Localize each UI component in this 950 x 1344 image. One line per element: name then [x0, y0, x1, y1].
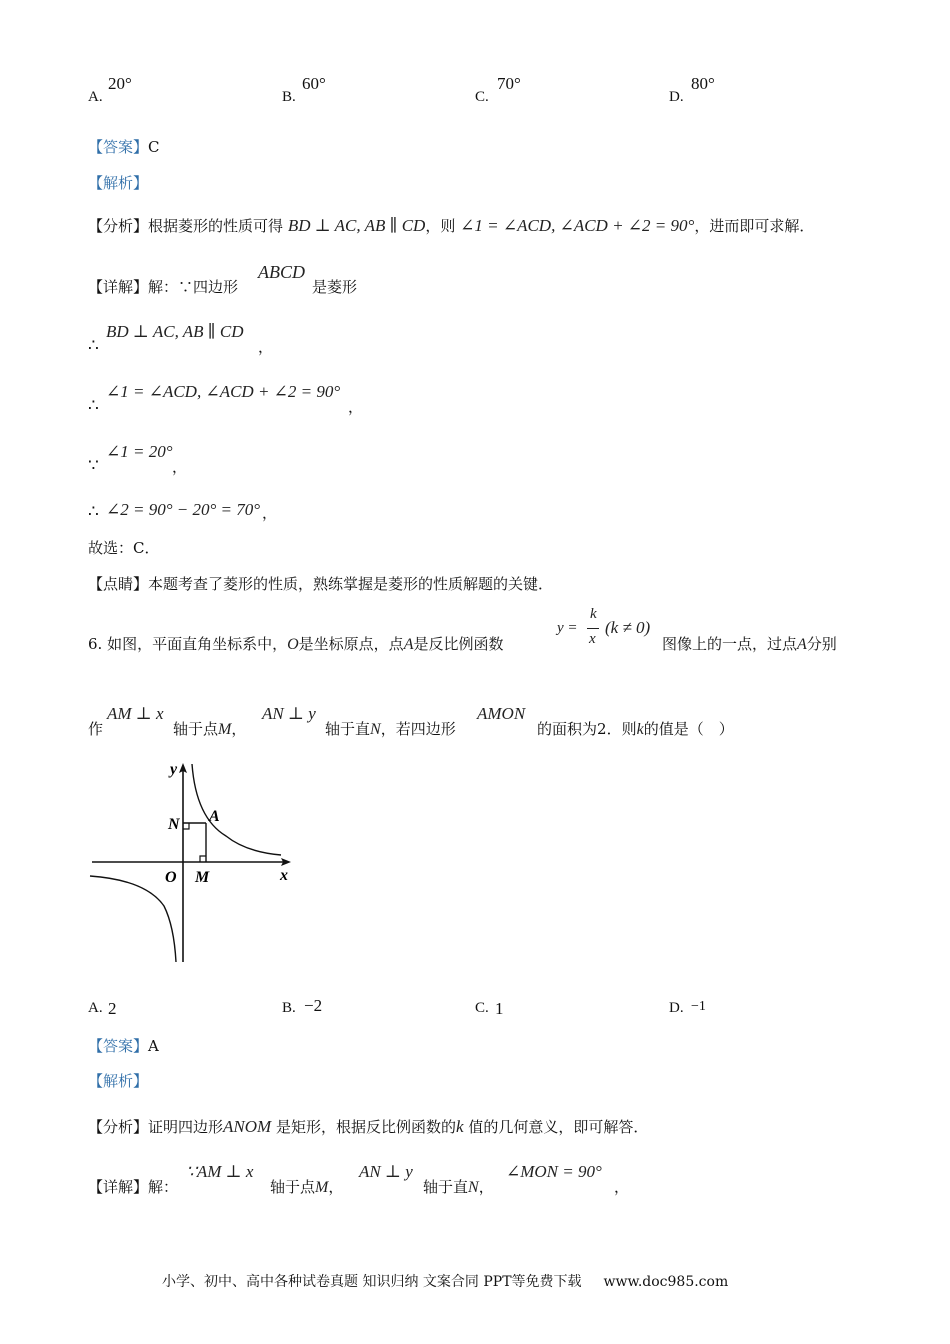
var-m: M	[315, 1179, 329, 1196]
var-a: A	[797, 636, 807, 653]
formula-lhs: y =	[557, 620, 578, 636]
fenxi-text: 值的几何意义，即可解答．	[468, 1118, 649, 1136]
q5-option-b-value: 60°	[302, 74, 326, 93]
fenxi-math: BD ⊥ AC, AB ∥ CD	[287, 216, 426, 235]
right-angle-mark-m	[200, 856, 206, 862]
stem-text: 的面积为	[537, 720, 598, 738]
stem-text: 作	[88, 720, 104, 738]
q6-option-d-label: D.	[669, 1000, 684, 1016]
q5-option-c-label: C.	[475, 89, 489, 105]
fenxi-text: 根据菱形的性质可得	[148, 217, 284, 235]
q6-stem-line1	[88, 633, 503, 654]
step-comma: ，	[348, 398, 364, 416]
footer-text: 小学、初中、高中各种试卷真题 知识归纳 文案合同 PPT等免费下载	[162, 1274, 582, 1290]
therefore-symbol: ∴	[88, 502, 99, 522]
fenxi-math: ANOM	[223, 1117, 272, 1136]
fenxi-tag: 【分析】	[88, 1118, 149, 1136]
detail-text: 轴于直	[423, 1178, 469, 1196]
fenxi-text: ，则	[425, 217, 456, 235]
footer-url[interactable]: www.doc985.com	[603, 1274, 729, 1290]
footer	[162, 1271, 728, 1291]
fenxi-text: 证明四边形	[148, 1118, 224, 1136]
fenxi-k: k	[456, 1117, 464, 1136]
detail-math: ∵AM ⊥ x	[186, 1162, 254, 1181]
q5-option-d-label: D.	[669, 89, 684, 105]
stem-text: 如图，平面直角坐标系中，	[107, 635, 288, 653]
detail-tag: 【详解】	[88, 1178, 149, 1196]
stem-math: AN ⊥ y	[262, 704, 316, 723]
label-x: x	[280, 867, 288, 884]
analysis-tag: 【解析】	[88, 1072, 149, 1090]
question-number: 6.	[88, 635, 103, 653]
detail-segment	[270, 1176, 343, 1197]
stem-text: ，	[231, 720, 247, 738]
detail-math: ∠MON = 90°	[506, 1162, 602, 1181]
detail-text: 解：	[148, 1178, 179, 1196]
var-n: N	[468, 1179, 479, 1196]
step-comma: ，	[262, 504, 278, 522]
comment-tag: 【点睛】	[88, 575, 149, 593]
detail-text: ，	[328, 1178, 344, 1196]
hyperbola-branch-3	[90, 876, 176, 962]
var-a: A	[403, 636, 414, 653]
step-math: BD ⊥ AC, AB ∥ CD	[106, 322, 244, 341]
q5-detail-line	[88, 276, 238, 297]
var-k: k	[636, 721, 644, 738]
detail-text: ，	[614, 1178, 630, 1196]
q6-option-a-value: 2	[108, 999, 117, 1018]
q5-fenxi-line	[88, 215, 814, 236]
formula-condition: (k ≠ 0)	[605, 618, 651, 637]
label-y: y	[170, 761, 178, 778]
fenxi-text: 是矩形，根据反比例函数的	[275, 1118, 456, 1136]
stem-text: 分别	[806, 635, 837, 653]
stem-segment	[325, 718, 456, 739]
stem-text: 的值是（ ）	[643, 720, 734, 738]
label-n: N	[168, 816, 180, 833]
comment-line	[88, 573, 553, 594]
var-n: N	[370, 721, 381, 738]
stem-segment	[537, 718, 734, 739]
analysis-tag: 【解析】	[88, 174, 149, 192]
q6-option-b-value: −2	[304, 996, 323, 1015]
stem-text: 轴于点	[173, 720, 219, 738]
q5-option-d-value: 80°	[691, 74, 715, 93]
q5-option-a-value: 20°	[108, 74, 132, 93]
q6-option-b-label: B.	[282, 1000, 296, 1016]
detail-text: 轴于点	[270, 1178, 316, 1196]
step-math: ∠2 = 90° − 20° = 70°	[106, 500, 261, 519]
fenxi-tag: 【分析】	[88, 217, 149, 235]
fraction-bar	[587, 628, 599, 629]
stem-text: 轴于直	[325, 720, 371, 738]
q6-detail-line	[88, 1176, 178, 1197]
q5-answer-line	[88, 136, 160, 157]
step-comma: ，	[258, 338, 274, 356]
q6-option-c-value: 1	[495, 999, 504, 1018]
step-math: ∠1 = 20°	[106, 442, 173, 461]
detail-text: 是菱形	[312, 278, 358, 296]
answer-tag: 【答案】	[88, 1037, 149, 1055]
var-m: M	[218, 721, 232, 738]
formula-denominator: x	[589, 631, 596, 647]
q6-option-a-label: A.	[88, 1000, 103, 1016]
detail-math: ABCD	[258, 262, 305, 282]
q6-option-c-label: C.	[475, 1000, 489, 1016]
formula-numerator: k	[590, 606, 597, 622]
stem-segment	[173, 718, 246, 739]
detail-text: ，	[478, 1178, 494, 1196]
label-a: A	[209, 808, 220, 825]
detail-math: AN ⊥ y	[359, 1162, 413, 1181]
var-o: O	[287, 636, 299, 653]
right-angle-mark-n	[183, 823, 189, 829]
therefore-symbol: ∴	[88, 396, 99, 416]
therefore-symbol: ∴	[88, 336, 99, 356]
fenxi-math: ∠1 = ∠ACD, ∠ACD + ∠2 = 90°	[460, 216, 695, 235]
step-comma: ，	[172, 458, 188, 476]
q5-option-a-label: A.	[88, 89, 103, 105]
stem-text: 是坐标原点，点	[298, 635, 404, 653]
hyperbola-figure	[86, 756, 298, 972]
answer-value: C	[148, 138, 160, 156]
q6-option-d-value: −1	[691, 999, 706, 1014]
q6-answer-line	[88, 1035, 159, 1056]
choose-line: 故选：C．	[88, 539, 160, 557]
stem-text: ，若四边形	[380, 720, 456, 738]
q5-option-b-label: B.	[282, 89, 296, 105]
stem-text: ．则	[606, 720, 637, 738]
stem-math: AM ⊥ x	[107, 704, 164, 723]
because-symbol: ∵	[88, 456, 99, 476]
q5-option-c-value: 70°	[497, 74, 521, 93]
area-value: 2	[597, 720, 607, 738]
detail-text: 解：∵四边形	[148, 278, 239, 296]
detail-tag: 【详解】	[88, 278, 149, 296]
answer-value: A	[148, 1037, 159, 1055]
q6-fenxi-line	[88, 1116, 648, 1137]
detail-segment	[423, 1176, 494, 1197]
comment-text: 本题考查了菱形的性质，熟练掌握是菱形的性质解题的关键．	[148, 575, 554, 593]
stem-math: AMON	[477, 704, 526, 723]
q6-stem-line1-end	[662, 633, 837, 654]
label-o: O	[165, 869, 177, 886]
stem-text: 是反比例函数	[413, 635, 504, 653]
label-m: M	[195, 869, 210, 886]
answer-tag: 【答案】	[88, 138, 149, 156]
hyperbola-svg	[86, 756, 298, 968]
fenxi-text: ，进而即可求解．	[694, 217, 815, 235]
stem-text: 图像上的一点，过点	[662, 635, 798, 653]
step-math: ∠1 = ∠ACD, ∠ACD + ∠2 = 90°	[106, 382, 341, 401]
